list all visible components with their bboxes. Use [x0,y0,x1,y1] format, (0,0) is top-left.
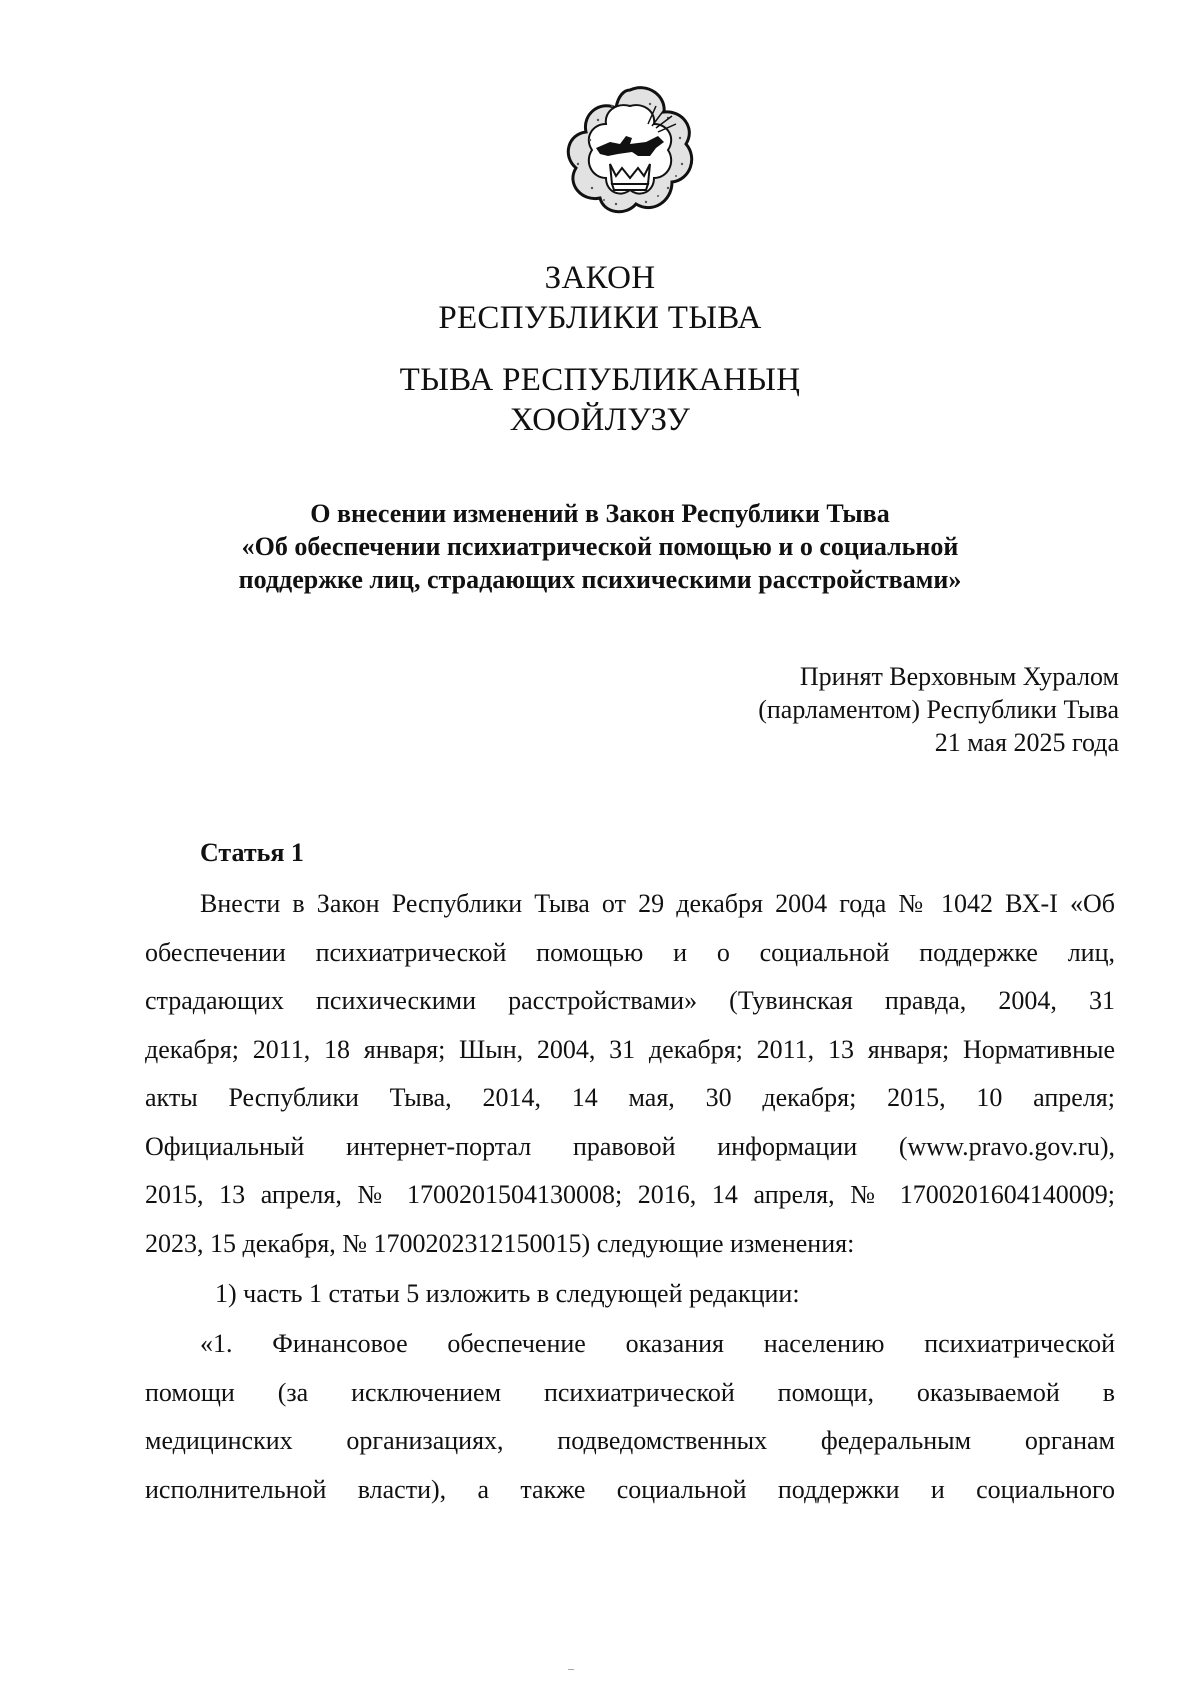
law-title-line: поддержке лиц, страдающих психическими расстройствами» [238,565,962,594]
coat-of-arms-icon [560,80,700,220]
article-paragraph [145,880,1115,1268]
quote-line: исполнительной власти), а также социальной поддержки и социального [145,1474,1115,1504]
amendment-item [145,1270,1115,1319]
heading-tuvan-republic: ТЫВА РЕСПУБЛИКАНЫҢ [399,362,801,398]
paragraph-line: 2015, 13 апреля, № 1700201504130008; 2016, 14 апреля, № 1700201604140009; [145,1180,1115,1209]
adoption-line: Принят Верховным Хуралом [799,662,1119,691]
law-title-line: О внесении изменений в Закон Республики Тыва [310,499,890,528]
amendment-quote [145,1320,1115,1514]
law-heading-tuvan [0,360,1200,440]
quote-line: медицинских организациях, подведомственных федеральным органам [145,1426,1115,1455]
paragraph-line: декабря; 2011, 18 января; Шын, 2004, 31 декабря; 2011, 13 января; Нормативные [145,1034,1115,1064]
paragraph-line: акты Республики Тыва, 2014, 14 мая, 30 декабря; 2015, 10 апреля; [145,1083,1115,1112]
amendment-item-line: 1) часть 1 статьи 5 изложить в следующей редакции: [215,1279,800,1308]
heading-tuvan-law-word: ХООЙЛУЗУ [509,402,691,438]
law-title [0,497,1200,596]
heading-law-word: ЗАКОН [544,260,656,296]
quote-line: помощи (за исключением психиатрической помощи, оказываемой в [145,1377,1115,1407]
paragraph-line: Официальный интернет-портал правовой информации (www.pravo.gov.ru), [145,1131,1115,1161]
law-title-line: «Об обеспечении психиатрической помощью и о социальной [241,532,959,561]
scan-artifact [568,1669,574,1670]
article-heading: Статья 1 [200,838,304,867]
paragraph-line: Внести в Закон Республики Тыва от 29 декабря 2004 года № 1042 ВХ-I «Об [200,889,1115,918]
quote-line: «1. Финансовое обеспечение оказания населению психиатрической [200,1329,1115,1358]
heading-republic-name: РЕСПУБЛИКИ ТЫВА [438,300,762,336]
law-heading-russian [0,258,1200,338]
paragraph-line: страдающих психическими расстройствами» (Тувинская правда, 2004, 31 [145,986,1115,1015]
adoption-date: 21 мая 2025 года [934,728,1119,757]
paragraph-line: обеспечении психиатрической помощью и о социальной поддержке лиц, [145,937,1115,967]
adoption-note [758,660,1119,759]
adoption-line: (парламентом) Республики Тыва [758,695,1119,724]
paragraph-line: 2023, 15 декабря, № 1700202312150015) следующие изменения: [145,1228,855,1258]
